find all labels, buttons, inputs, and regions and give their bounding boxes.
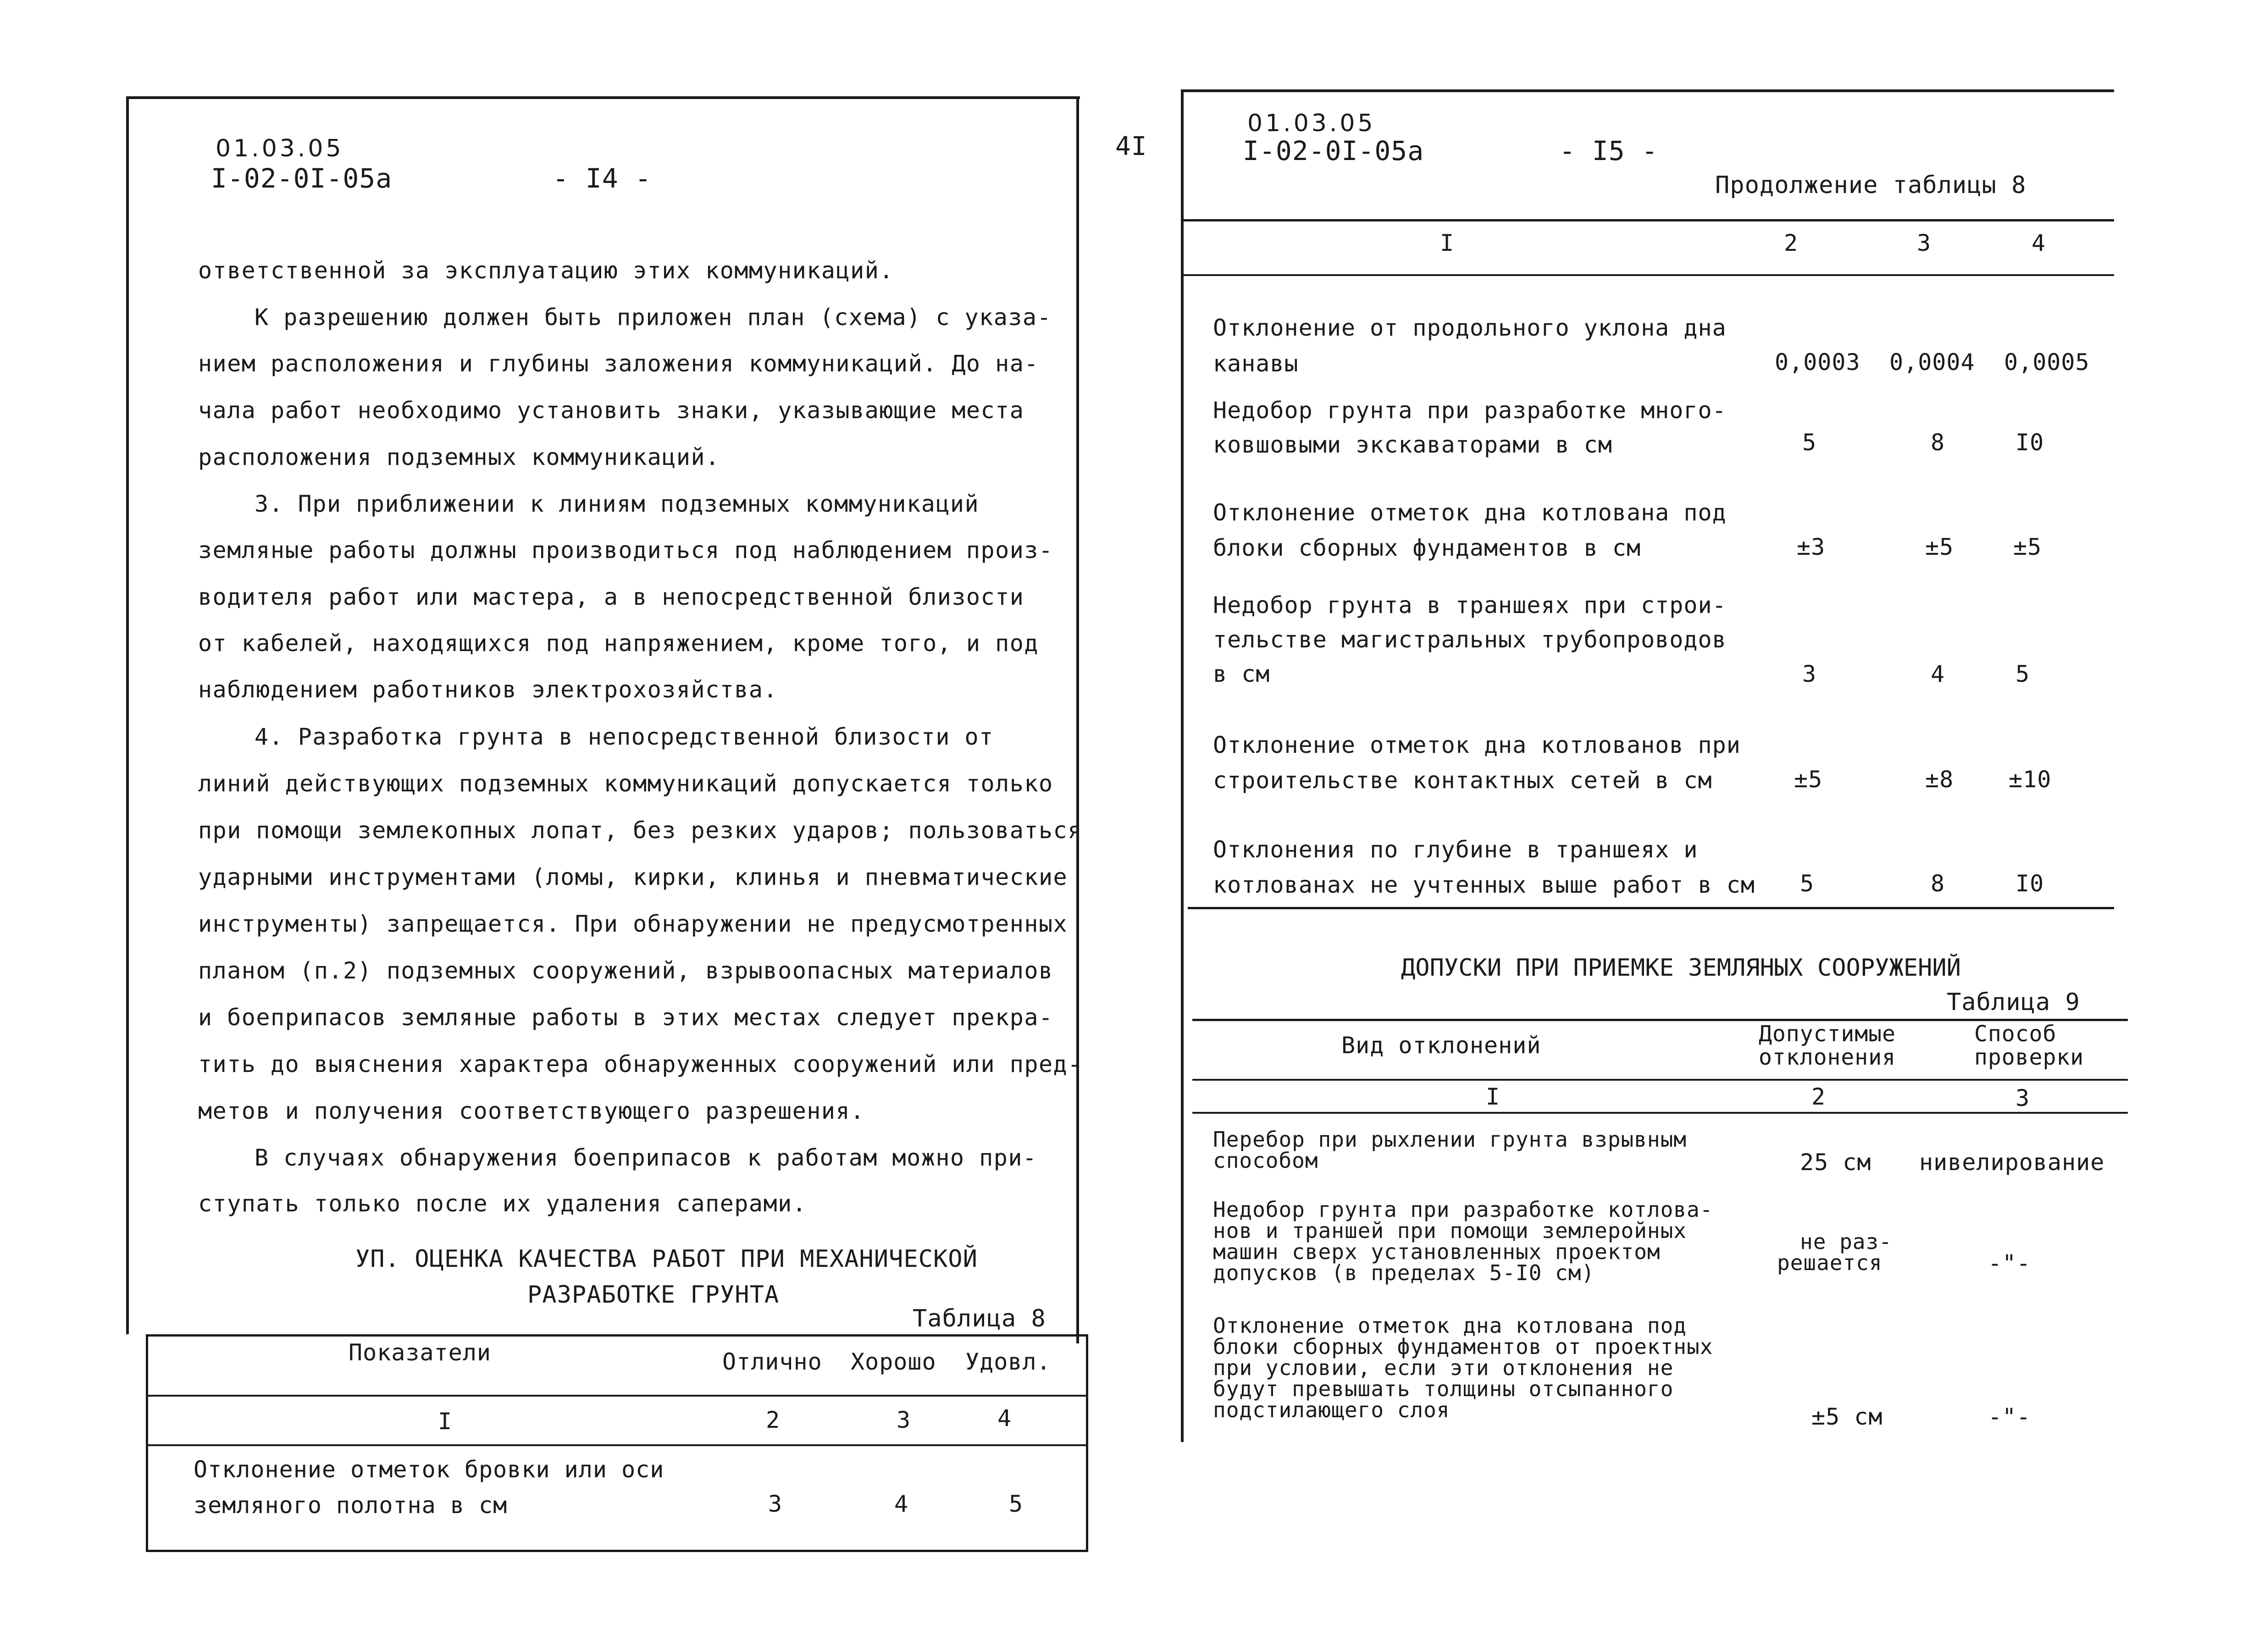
paragraph-line: ступать только после их удаления саперами.	[198, 1190, 807, 1217]
table-row-name: блоки сборных фундаментов от проектных	[1213, 1334, 1713, 1359]
table-rule	[1181, 274, 2114, 276]
table-cell: 0,0004	[1889, 349, 1975, 376]
table-cell: 5	[1009, 1491, 1024, 1517]
table-col-number: I	[1440, 230, 1455, 256]
table-rule	[146, 1395, 1088, 1397]
left-handwritten-code: 01.03.05	[216, 135, 344, 162]
table-row-name: Отклонение отметок дна котлована под	[1213, 499, 1727, 526]
paragraph-line: К разрешению должен быть приложен план (схема) с указа-	[255, 304, 1052, 331]
table-9-header-tolerance: отклонения	[1759, 1044, 1896, 1070]
table-rule	[146, 1334, 1088, 1337]
table-rule	[146, 1550, 1088, 1552]
table-header-good: Хорошо	[851, 1348, 936, 1375]
table-col-number: 2	[1811, 1083, 1826, 1110]
right-frame-top	[1181, 89, 2114, 92]
left-page-no: - I4 -	[553, 163, 652, 194]
right-handwritten-code: 01.03.05	[1247, 110, 1376, 137]
table-row-name: нов и траншей при помощи землеройных	[1213, 1218, 1687, 1243]
table-9-header-type: Вид отклонений	[1341, 1032, 1541, 1059]
left-frame-top	[126, 96, 1080, 99]
table-col-number: 3	[2015, 1085, 2030, 1111]
table-rule	[146, 1444, 1088, 1446]
table-row-name: Недобор грунта при разработке котлова-	[1213, 1197, 1713, 1222]
paragraph-line: ударными инструментами (ломы, кирки, клинья и пневматические	[198, 864, 1068, 890]
table-cell: 25 см	[1800, 1149, 1871, 1176]
paragraph-line: 4. Разработка грунта в непосредственной близости от	[255, 724, 994, 750]
table-row-name: подстилающего слоя	[1213, 1398, 1450, 1422]
table-cell: 0,0005	[2004, 349, 2090, 376]
table-row-name: Перебор при рыхлении грунта взрывным	[1213, 1127, 1687, 1152]
table-9-title: ДОПУСКИ ПРИ ПРИЕМКЕ ЗЕМЛЯНЫХ СООРУЖЕНИЙ	[1401, 954, 1961, 982]
table-row-name: канавы	[1213, 350, 1299, 377]
table-row-name: Недобор грунта в траншеях при строи-	[1213, 592, 1727, 619]
table-cell: I0	[2015, 870, 2044, 897]
table-row-name: Недобор грунта при разработке много-	[1213, 397, 1727, 424]
right-doc-code: I-02-0I-05a	[1243, 135, 1424, 166]
table-cell: 3	[768, 1491, 783, 1517]
table-cell: ±10	[2009, 766, 2052, 793]
table-cell: 0,0003	[1775, 349, 1860, 376]
left-doc-code: I-02-0I-05a	[211, 163, 393, 194]
table-cell: -"-	[1988, 1403, 2031, 1430]
table-row-name: земляного полотна в см	[194, 1492, 508, 1519]
paragraph-line: линий действующих подземных коммуникаций допускается только	[198, 770, 1053, 797]
table-row-name: в см	[1213, 661, 1270, 687]
table-cell: нивелирование	[1919, 1149, 2105, 1176]
paragraph-line: 3. При приближении к линиям подземных коммуникаций	[255, 491, 980, 517]
right-page-no: - I5 -	[1559, 135, 1658, 166]
table-row-name: блоки сборных фундаментов в см	[1213, 535, 1641, 561]
table-cell: ±5	[1794, 766, 1823, 793]
paragraph-line: нием расположения и глубины заложения коммуникаций. До на-	[198, 350, 1039, 377]
table-cell: 4	[894, 1491, 909, 1517]
table-row-name: Отклонение отметок бровки или оси	[194, 1456, 664, 1483]
table-row-name: Отклонение отметок дна котлована под	[1213, 1313, 1687, 1338]
table-row-name: Отклонения по глубине в траншеях и	[1213, 836, 1698, 863]
table-cell: 5	[1800, 870, 1815, 897]
table-cell: I0	[2015, 429, 2044, 456]
table-9-header-method: проверки	[1974, 1044, 2084, 1070]
table-cell: ±3	[1797, 534, 1826, 560]
table-row-name: Отклонение от продольного уклона дна	[1213, 315, 1727, 341]
table-cell: 3	[1802, 661, 1817, 687]
left-frame-right	[1076, 96, 1079, 1343]
table-col-number: 3	[897, 1407, 911, 1433]
table-rule	[1192, 1079, 2128, 1081]
paragraph-line: чала работ необходимо установить знаки, указывающие места	[198, 397, 1024, 424]
table-row-name: при условии, если эти отклонения не	[1213, 1355, 1674, 1380]
table-row-name: машин сверх установленных проектом	[1213, 1239, 1661, 1264]
table-cell: 8	[1931, 429, 1945, 456]
table-9-label: Таблица 9	[1947, 989, 2080, 1016]
table-9-header-method: Способ	[1974, 1021, 2057, 1047]
paragraph-line: расположения подземных коммуникаций.	[198, 444, 720, 470]
table-col-number: 2	[766, 1407, 781, 1433]
table-col-number: I	[438, 1408, 453, 1435]
paragraph-line: тить до выяснения характера обнаруженных сооружений или пред-	[198, 1051, 1082, 1077]
table-row-name: способом	[1213, 1148, 1318, 1173]
section-title-line-1: УП. ОЦЕНКА КАЧЕСТВА РАБОТ ПРИ МЕХАНИЧЕСКОЙ	[355, 1245, 978, 1273]
table-col-number: I	[1486, 1083, 1501, 1110]
paragraph-line: от кабелей, находящихся под напряжением, кроме того, и под	[198, 630, 1039, 657]
table-header-satisfactory: Удовл.	[965, 1348, 1051, 1375]
table-cell: 8	[1931, 870, 1945, 897]
table-header-excellent: Отлично	[722, 1348, 822, 1375]
table-col-number: 3	[1917, 230, 1932, 256]
table-col-number: 2	[1784, 230, 1799, 256]
section-title-line-2: РАЗРАБОТКЕ ГРУНТА	[527, 1281, 780, 1309]
table-row-name: ковшовыми экскаваторами в см	[1213, 431, 1612, 458]
paragraph-line: наблюдением работников электрохозяйства.	[198, 676, 778, 703]
table-rule	[1188, 907, 2114, 909]
table-row-name: Отклонение отметок дна котлованов при	[1213, 732, 1741, 758]
paragraph-line: В случаях обнаружения боеприпасов к работам можно при-	[255, 1144, 1037, 1171]
table-row-name: котлованах не учтенных выше работ в см	[1213, 872, 1755, 898]
table-cell: ±5 см	[1811, 1403, 1883, 1430]
table-col-number: 4	[997, 1405, 1012, 1431]
table-cell: 5	[1802, 429, 1817, 456]
table-9-header-tolerance: Допустимые	[1759, 1021, 1896, 1047]
table-cell: -"-	[1988, 1250, 2031, 1276]
paragraph-line: планом (п.2) подземных сооружений, взрывоопасных материалов	[198, 957, 1053, 984]
table-cell: ±5	[1925, 534, 1954, 560]
table-rule	[1192, 1112, 2128, 1114]
table-col-number: 4	[2032, 230, 2046, 256]
table-cell: не раз-	[1800, 1229, 1892, 1254]
spread-page-number: 4I	[1115, 132, 1147, 161]
paragraph-line: ответственной за эксплуатацию этих коммуникаций.	[198, 257, 894, 284]
table-row-name: допусков (в пределах 5-I0 см)	[1213, 1260, 1595, 1285]
table-cell: ±5	[2013, 534, 2042, 560]
table-rule	[146, 1334, 148, 1552]
paragraph-line: земляные работы должны производиться под наблюдением произ-	[198, 537, 1053, 564]
paragraph-line: метов и получения соответствующего разрешения.	[198, 1098, 865, 1124]
table-cell: ±8	[1925, 766, 1954, 793]
table-rule	[1181, 219, 2114, 221]
table-8-label: Таблица 8	[913, 1305, 1046, 1332]
paragraph-line: инструменты) запрещается. При обнаружении не предусмотренных	[198, 911, 1068, 937]
table-rule	[1086, 1334, 1088, 1552]
table-cell: 4	[1931, 661, 1945, 687]
paragraph-line: при помощи землекопных лопат, без резких ударов; пользоваться	[198, 817, 1082, 844]
right-frame-left	[1181, 89, 1184, 1442]
table-row-name: тельстве магистральных трубопроводов	[1213, 626, 1727, 653]
table-row-name: строительстве контактных сетей в см	[1213, 767, 1712, 794]
left-frame-left	[126, 96, 129, 1334]
table-cell: 5	[2015, 661, 2030, 687]
table-cell: решается	[1777, 1250, 1883, 1275]
table-8-continuation-label: Продолжение таблицы 8	[1715, 171, 2027, 199]
table-header-indicators: Показатели	[349, 1339, 492, 1366]
paragraph-line: водителя работ или мастера, а в непосредственной близости	[198, 584, 1024, 610]
table-row-name: будут превышать толщины отсыпанного	[1213, 1376, 1674, 1401]
paragraph-line: и боеприпасов земляные работы в этих местах следует прекра-	[198, 1004, 1053, 1031]
